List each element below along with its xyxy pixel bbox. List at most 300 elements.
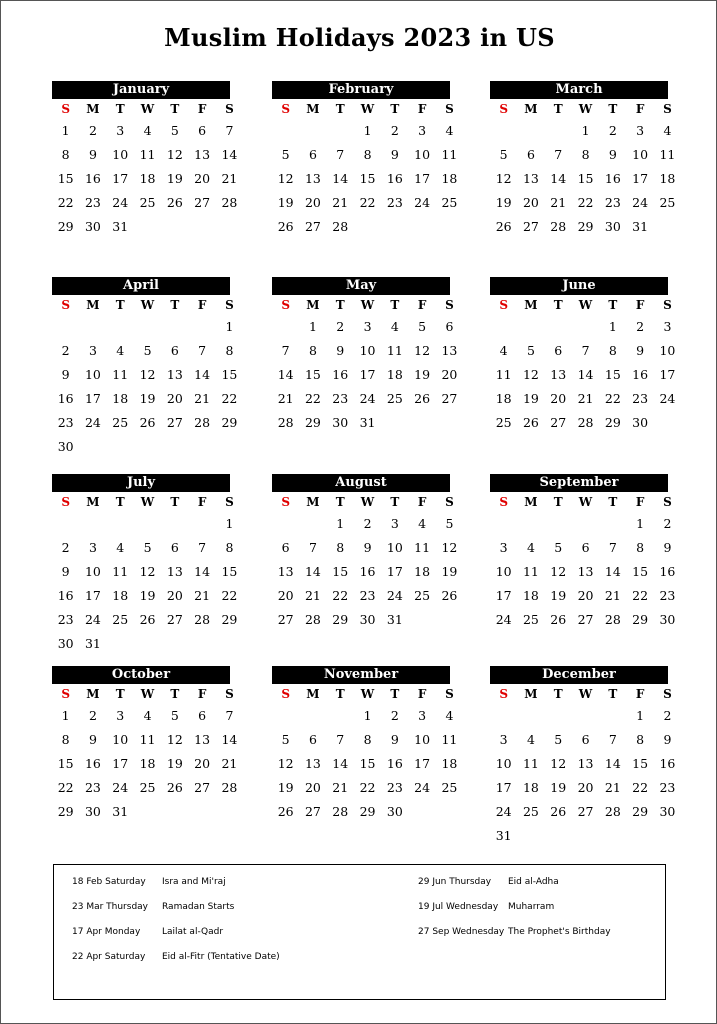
- day-cell: 20: [194, 171, 211, 186]
- day-cell: 13: [577, 756, 594, 771]
- weekday-header: [490, 99, 672, 119]
- weekday-label: S: [225, 687, 234, 701]
- day-cell: 3: [663, 319, 672, 334]
- weekday-label: F: [417, 298, 427, 312]
- day-cell: [188, 632, 215, 656]
- day-cell: 11: [495, 367, 512, 382]
- day-cell: 11: [441, 732, 458, 747]
- weekday-label: T: [170, 687, 180, 701]
- week-row: [52, 315, 234, 339]
- day-cell: 26: [414, 391, 431, 406]
- day-cell: 22: [332, 588, 349, 603]
- day-cell: 4: [499, 343, 508, 358]
- week-row: [272, 608, 450, 632]
- weekday-label: S: [499, 298, 508, 312]
- day-cell: 18: [495, 391, 512, 406]
- day-cell: 7: [281, 343, 290, 358]
- weekday-label: M: [524, 102, 538, 116]
- day-cell: 31: [112, 804, 129, 819]
- day-cell: 8: [225, 343, 234, 358]
- weekday-label: S: [445, 298, 454, 312]
- weekday-label: T: [553, 102, 563, 116]
- day-cell: 7: [198, 343, 207, 358]
- day-cell: 24: [386, 588, 403, 603]
- day-cell: [188, 315, 215, 339]
- day-cell: 10: [632, 147, 649, 162]
- week-row: [490, 339, 676, 363]
- weekday-label: S: [445, 687, 454, 701]
- week-row: [490, 167, 676, 191]
- day-cell: 17: [659, 367, 676, 382]
- week-row: [272, 728, 458, 752]
- day-cell: 23: [659, 780, 676, 795]
- day-cell: [161, 315, 188, 339]
- day-cell: 11: [414, 540, 431, 555]
- week-row: [272, 315, 454, 339]
- month-header: June: [490, 277, 668, 295]
- week-row: [490, 387, 676, 411]
- day-cell: 23: [386, 195, 403, 210]
- weekday-label: S: [663, 102, 672, 116]
- day-cell: 21: [604, 780, 621, 795]
- day-cell: 23: [84, 780, 101, 795]
- day-cell: [188, 215, 215, 239]
- holiday-name: Muharram: [508, 902, 555, 912]
- weekday-label: T: [335, 102, 345, 116]
- day-cell: 11: [139, 732, 156, 747]
- day-cell: 9: [390, 732, 399, 747]
- weekday-label: T: [115, 102, 125, 116]
- day-cell: 19: [139, 588, 156, 603]
- weekday-label: S: [445, 102, 454, 116]
- week-row: [490, 728, 672, 752]
- day-cell: 28: [577, 415, 594, 430]
- week-row: [490, 143, 676, 167]
- weekday-header: [52, 684, 234, 704]
- day-cell: 2: [663, 516, 672, 531]
- day-cell: 15: [359, 171, 376, 186]
- day-cell: 16: [359, 564, 376, 579]
- week-row: [272, 191, 458, 215]
- day-cell: [107, 435, 134, 459]
- weekday-label: T: [553, 495, 563, 509]
- weekday-label: S: [61, 298, 70, 312]
- week-row: [272, 143, 458, 167]
- day-cell: 14: [221, 732, 238, 747]
- day-cell: 24: [659, 391, 676, 406]
- day-cell: 2: [88, 708, 97, 723]
- day-cell: 4: [143, 123, 152, 138]
- week-row: [52, 167, 238, 191]
- day-cell: 2: [363, 516, 372, 531]
- holiday-name: The Prophet's Birthday: [508, 927, 611, 937]
- week-row: [52, 143, 238, 167]
- weekday-label: M: [86, 495, 100, 509]
- day-cell: 10: [359, 343, 376, 358]
- day-cell: 26: [277, 219, 294, 234]
- day-cell: 19: [166, 756, 183, 771]
- day-cell: 19: [522, 391, 539, 406]
- day-cell: [408, 608, 435, 632]
- week-row: [272, 215, 450, 239]
- day-cell: 19: [495, 195, 512, 210]
- day-cell: [161, 800, 188, 824]
- day-cell: 24: [359, 391, 376, 406]
- weekday-label: T: [335, 687, 345, 701]
- day-cell: 26: [139, 612, 156, 627]
- month-june: [490, 277, 676, 435]
- day-cell: 26: [441, 588, 458, 603]
- day-cell: 21: [604, 588, 621, 603]
- weekday-label: T: [115, 687, 125, 701]
- weekday-header: [52, 99, 234, 119]
- day-cell: 13: [194, 147, 211, 162]
- day-cell: 25: [659, 195, 676, 210]
- month-july: [52, 474, 238, 656]
- weekday-label: T: [115, 495, 125, 509]
- month-header: January: [52, 81, 230, 99]
- week-row: [490, 411, 668, 435]
- day-cell: 17: [495, 588, 512, 603]
- day-cell: 15: [221, 367, 238, 382]
- day-cell: 8: [363, 147, 372, 162]
- day-cell: 28: [332, 804, 349, 819]
- day-cell: [599, 512, 626, 536]
- day-cell: 13: [550, 367, 567, 382]
- day-cell: [161, 512, 188, 536]
- day-cell: 17: [112, 171, 129, 186]
- holiday-date: 18 Feb Saturday: [72, 877, 146, 887]
- day-cell: 10: [112, 732, 129, 747]
- month-march: [490, 81, 676, 239]
- day-cell: 25: [522, 612, 539, 627]
- month-header: April: [52, 277, 230, 295]
- day-cell: 17: [495, 780, 512, 795]
- day-cell: 15: [359, 756, 376, 771]
- weekday-label: F: [635, 687, 645, 701]
- day-cell: [107, 512, 134, 536]
- week-row: [272, 752, 458, 776]
- day-cell: 1: [636, 708, 645, 723]
- day-cell: 19: [550, 588, 567, 603]
- month-january: [52, 81, 238, 239]
- day-cell: 9: [663, 732, 672, 747]
- weekday-label: F: [417, 495, 427, 509]
- weekday-label: S: [225, 298, 234, 312]
- day-cell: 19: [166, 171, 183, 186]
- weekday-label: F: [197, 495, 207, 509]
- day-cell: 17: [386, 564, 403, 579]
- day-cell: 26: [550, 804, 567, 819]
- day-cell: 27: [304, 804, 321, 819]
- day-cell: 3: [363, 319, 372, 334]
- day-cell: 14: [277, 367, 294, 382]
- day-cell: 22: [632, 588, 649, 603]
- day-cell: 26: [166, 195, 183, 210]
- day-cell: 8: [608, 343, 617, 358]
- day-cell: 8: [636, 732, 645, 747]
- week-row: [272, 387, 458, 411]
- weekday-label: T: [553, 687, 563, 701]
- day-cell: 7: [336, 147, 345, 162]
- weekday-label: S: [663, 687, 672, 701]
- day-cell: 20: [441, 367, 458, 382]
- day-cell: 27: [550, 415, 567, 430]
- day-cell: 25: [386, 391, 403, 406]
- day-cell: [354, 215, 381, 239]
- weekday-label: W: [578, 687, 593, 701]
- day-cell: [545, 119, 572, 143]
- weekday-label: T: [608, 687, 618, 701]
- day-cell: 28: [604, 612, 621, 627]
- weekday-label: T: [335, 298, 345, 312]
- day-cell: 20: [577, 780, 594, 795]
- day-cell: 11: [386, 343, 403, 358]
- day-cell: [299, 704, 326, 728]
- day-cell: 27: [194, 780, 211, 795]
- day-cell: [272, 119, 299, 143]
- day-cell: 1: [363, 123, 372, 138]
- day-cell: 30: [386, 804, 403, 819]
- week-row: [52, 728, 238, 752]
- day-cell: 27: [522, 219, 539, 234]
- day-cell: 22: [57, 780, 74, 795]
- day-cell: 6: [445, 319, 454, 334]
- week-row: [272, 800, 450, 824]
- day-cell: [52, 512, 79, 536]
- day-cell: [107, 632, 134, 656]
- day-cell: 30: [332, 415, 349, 430]
- day-cell: 26: [139, 415, 156, 430]
- weekday-label: F: [635, 102, 645, 116]
- week-row: [272, 704, 454, 728]
- day-cell: 31: [359, 415, 376, 430]
- day-cell: 20: [166, 391, 183, 406]
- week-row: [272, 411, 450, 435]
- weekday-label: F: [417, 687, 427, 701]
- day-cell: 27: [166, 415, 183, 430]
- day-cell: 18: [441, 756, 458, 771]
- day-cell: 10: [495, 564, 512, 579]
- day-cell: 25: [112, 415, 129, 430]
- day-cell: 18: [659, 171, 676, 186]
- day-cell: 24: [414, 195, 431, 210]
- day-cell: [599, 704, 626, 728]
- day-cell: 30: [604, 219, 621, 234]
- day-cell: 12: [550, 564, 567, 579]
- month-header: August: [272, 474, 450, 492]
- day-cell: [517, 704, 544, 728]
- day-cell: 6: [170, 343, 179, 358]
- day-cell: 3: [418, 708, 427, 723]
- day-cell: 24: [414, 780, 431, 795]
- day-cell: [188, 512, 215, 536]
- holiday-date: 22 Apr Saturday: [72, 952, 146, 962]
- day-cell: 7: [336, 732, 345, 747]
- week-row: [52, 704, 234, 728]
- day-cell: 8: [61, 147, 70, 162]
- day-cell: 20: [577, 588, 594, 603]
- day-cell: 21: [577, 391, 594, 406]
- week-row: [490, 363, 676, 387]
- day-cell: 25: [139, 195, 156, 210]
- day-cell: 12: [495, 171, 512, 186]
- day-cell: 25: [414, 588, 431, 603]
- weekday-label: T: [170, 298, 180, 312]
- day-cell: 20: [304, 780, 321, 795]
- day-cell: [216, 435, 243, 459]
- day-cell: 25: [112, 612, 129, 627]
- week-row: [272, 363, 458, 387]
- day-cell: 21: [550, 195, 567, 210]
- day-cell: [436, 215, 463, 239]
- day-cell: 3: [116, 123, 125, 138]
- day-cell: 16: [632, 367, 649, 382]
- day-cell: 1: [308, 319, 317, 334]
- week-row: [490, 752, 676, 776]
- day-cell: 12: [550, 756, 567, 771]
- weekday-label: W: [140, 102, 155, 116]
- day-cell: 25: [441, 780, 458, 795]
- day-cell: 29: [604, 415, 621, 430]
- day-cell: [654, 411, 681, 435]
- holiday-date: 23 Mar Thursday: [72, 902, 149, 912]
- day-cell: 5: [499, 147, 508, 162]
- day-cell: 6: [526, 147, 535, 162]
- weekday-label: S: [499, 687, 508, 701]
- day-cell: 14: [332, 756, 349, 771]
- month-header: May: [272, 277, 450, 295]
- day-cell: 27: [577, 804, 594, 819]
- day-cell: [161, 435, 188, 459]
- day-cell: [272, 315, 299, 339]
- day-cell: 14: [577, 367, 594, 382]
- weekday-label: W: [578, 495, 593, 509]
- week-row: [52, 584, 238, 608]
- day-cell: 18: [139, 756, 156, 771]
- weekday-label: M: [86, 102, 100, 116]
- day-cell: 12: [441, 540, 458, 555]
- day-cell: 1: [61, 123, 70, 138]
- day-cell: 13: [166, 564, 183, 579]
- day-cell: 10: [84, 564, 101, 579]
- day-cell: [134, 435, 161, 459]
- day-cell: [327, 704, 354, 728]
- day-cell: 14: [221, 147, 238, 162]
- day-cell: 3: [418, 123, 427, 138]
- day-cell: 27: [577, 612, 594, 627]
- weekday-header: [272, 295, 454, 315]
- week-row: [490, 800, 676, 824]
- day-cell: 10: [414, 732, 431, 747]
- day-cell: 29: [304, 415, 321, 430]
- week-row: [272, 339, 458, 363]
- day-cell: 5: [143, 540, 152, 555]
- day-cell: [79, 512, 106, 536]
- weekday-label: T: [170, 495, 180, 509]
- day-cell: 23: [659, 588, 676, 603]
- day-cell: 26: [550, 612, 567, 627]
- day-cell: 7: [198, 540, 207, 555]
- holiday-date: 27 Sep Wednesday: [418, 927, 505, 937]
- day-cell: 9: [608, 147, 617, 162]
- week-row: [272, 119, 454, 143]
- day-cell: 5: [445, 516, 454, 531]
- day-cell: 1: [363, 708, 372, 723]
- week-row: [490, 512, 672, 536]
- weekday-header: [490, 684, 672, 704]
- weekday-label: M: [306, 495, 320, 509]
- day-cell: 4: [143, 708, 152, 723]
- day-cell: 28: [221, 780, 238, 795]
- holiday-date: 17 Apr Monday: [72, 927, 141, 937]
- day-cell: 8: [581, 147, 590, 162]
- day-cell: 24: [495, 804, 512, 819]
- day-cell: 8: [308, 343, 317, 358]
- day-cell: 16: [57, 391, 74, 406]
- weekday-label: W: [360, 298, 375, 312]
- day-cell: [599, 824, 626, 848]
- day-cell: 15: [332, 564, 349, 579]
- day-cell: [436, 800, 463, 824]
- day-cell: 14: [604, 564, 621, 579]
- day-cell: 26: [166, 780, 183, 795]
- weekday-label: T: [170, 102, 180, 116]
- day-cell: 22: [359, 195, 376, 210]
- day-cell: 11: [112, 367, 129, 382]
- month-header: December: [490, 666, 668, 684]
- weekday-label: F: [197, 687, 207, 701]
- day-cell: 3: [88, 343, 97, 358]
- weekday-header: [272, 684, 454, 704]
- weekday-label: S: [281, 102, 290, 116]
- day-cell: 20: [194, 756, 211, 771]
- day-cell: 2: [663, 708, 672, 723]
- weekday-label: T: [390, 687, 400, 701]
- day-cell: 18: [139, 171, 156, 186]
- day-cell: 11: [139, 147, 156, 162]
- day-cell: 16: [659, 564, 676, 579]
- day-cell: 17: [632, 171, 649, 186]
- weekday-label: S: [663, 495, 672, 509]
- week-row: [52, 776, 238, 800]
- day-cell: 6: [554, 343, 563, 358]
- day-cell: 27: [441, 391, 458, 406]
- day-cell: 28: [221, 195, 238, 210]
- day-cell: 24: [112, 195, 129, 210]
- day-cell: 21: [332, 195, 349, 210]
- day-cell: 19: [277, 780, 294, 795]
- month-august: [272, 474, 458, 632]
- week-row: [272, 560, 458, 584]
- day-cell: 11: [659, 147, 676, 162]
- day-cell: 18: [522, 588, 539, 603]
- month-february: [272, 81, 458, 239]
- day-cell: 7: [581, 343, 590, 358]
- day-cell: 10: [495, 756, 512, 771]
- week-row: [52, 632, 230, 656]
- day-cell: 29: [577, 219, 594, 234]
- weekday-label: T: [608, 495, 618, 509]
- day-cell: 9: [61, 564, 70, 579]
- day-cell: 29: [221, 612, 238, 627]
- day-cell: 23: [57, 415, 74, 430]
- day-cell: 12: [414, 343, 431, 358]
- day-cell: 12: [277, 756, 294, 771]
- day-cell: 28: [304, 612, 321, 627]
- day-cell: 15: [604, 367, 621, 382]
- day-cell: 4: [390, 319, 399, 334]
